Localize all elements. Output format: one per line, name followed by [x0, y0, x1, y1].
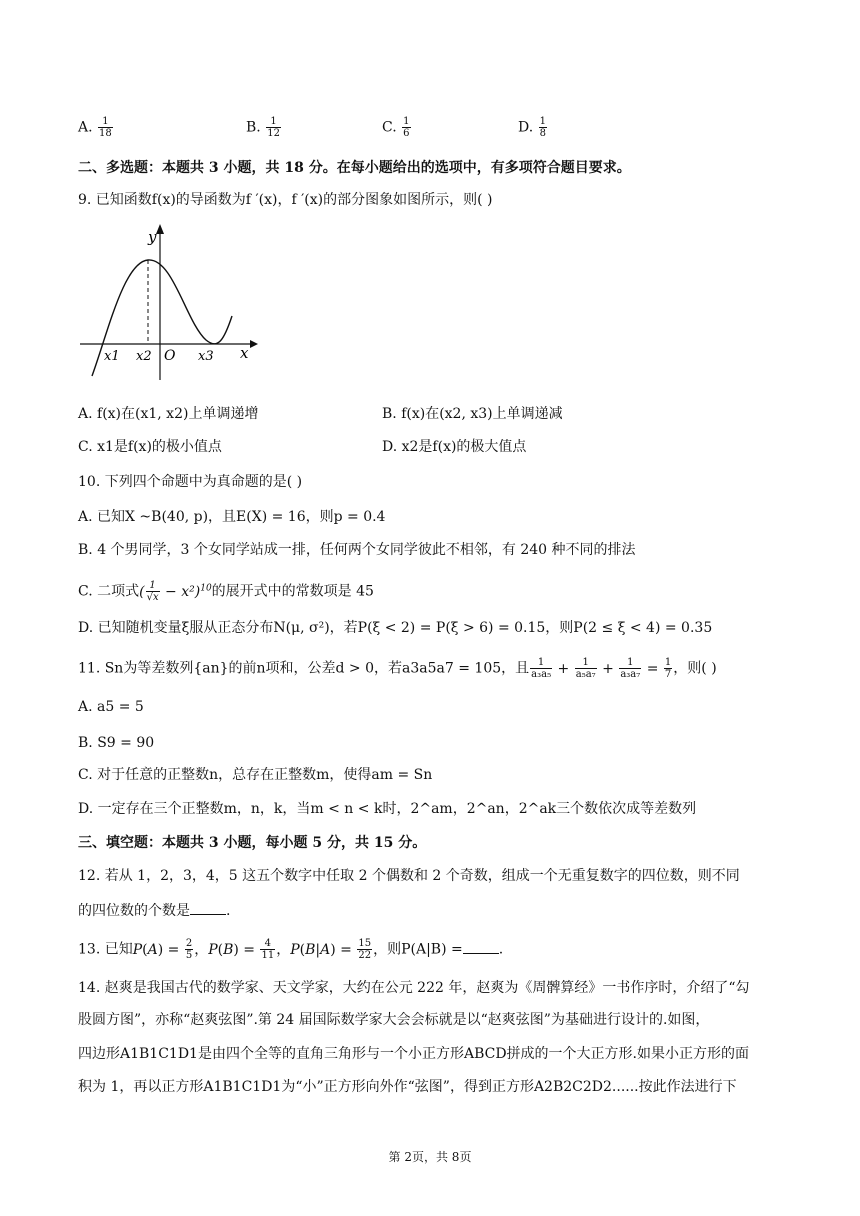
denominator: 18	[99, 128, 112, 139]
question-12-line-1: 12. 若从 1，2，3，4，5 这五个数字中任取 2 个偶数和 2 个奇数，组成一个无重复数字的四位数，则不同	[78, 868, 740, 884]
numerator: 1	[98, 116, 113, 128]
question-9-stem: 9. 已知函数f(x)的导函数为f ′(x)，f ′(x)的部分图象如图所示，则( )	[78, 192, 493, 208]
question-14-line-4: 积为 1，再以正方形A1B1C1D1为“小”正方形向外作“弦图”，得到正方形A2B2C2D2......按此作法进行下	[78, 1079, 737, 1095]
question-10-stem: 10. 下列四个命题中为真命题的是( )	[78, 474, 303, 490]
answer-blank	[190, 900, 226, 915]
answer-blank	[463, 939, 499, 954]
question-9-option-c: C. x1是f(x)的极小值点	[78, 439, 222, 455]
numerator: 1	[266, 116, 281, 128]
fraction	[539, 116, 547, 139]
numerator: 1	[403, 116, 410, 127]
question-11-option-c: C. 对于任意的正整数n，总存在正整数m，使得am = Sn	[78, 767, 433, 783]
question-9-option-b: B. f(x)在(x2, x3)上单调递减	[382, 406, 563, 422]
section-heading-fill-blank: 三、填空题：本题共 3 小题，每小题 5 分，共 15 分。	[78, 835, 427, 851]
option-label: B.	[246, 119, 261, 136]
stem-suffix: ，则( )	[673, 660, 717, 677]
prefix: 13. 已知	[78, 941, 133, 958]
denominator: 12	[267, 128, 280, 139]
question-10-option-d: D. 已知随机变量ξ服从正态分布N(μ, σ²)，若P(ξ < 2) = P(ξ > 6) = 0.15，则P(2 ≤ ξ < 4) = 0.35	[78, 620, 713, 636]
fraction	[402, 116, 410, 139]
binomial-expression: ( $\frac{1}{√x}$ − x²)$^{10}$	[139, 580, 212, 604]
question-9-option-a: A. f(x)在(x1, x2)上单调递增	[78, 406, 259, 422]
fraction	[266, 116, 281, 139]
question-9-option-d: D. x2是f(x)的极大值点	[382, 439, 527, 455]
origin-label: O	[164, 348, 176, 364]
y-axis-arrow	[156, 224, 164, 234]
question-11-option-a: A. a5 = 5	[78, 699, 144, 715]
question-10-option-b: B. 4 个男同学，3 个女同学站成一排，任何两个女同学彼此不相邻，有 240 种不同的排法	[78, 542, 636, 558]
q8-option-c	[382, 116, 412, 139]
line-text: 的四位数的个数是	[78, 903, 190, 919]
question-11-option-d: D. 一定存在三个正整数m，n，k，当m < n < k时，2^am，2^an，2^ak三个数依次成等差数列	[78, 801, 697, 817]
question-14-line-1: 14. 赵爽是我国古代的数学家、天文学家，大约在公元 222 年，赵爽为《周髀算经》一书作序时，介绍了“勾	[78, 980, 750, 996]
y-label: y	[148, 228, 157, 246]
question-10-option-c	[78, 578, 374, 603]
section-heading-multi-choice: 二、多选题：本题共 3 小题，共 18 分。在每小题给出的选项中，有多项符合题目要求。	[78, 160, 631, 176]
denominator: 6	[403, 128, 410, 139]
option-label: A.	[78, 119, 93, 136]
numerator: 1	[539, 116, 547, 127]
fraction-sum: $\frac{1}{\text{a₃a₅}}$ + $\frac{1}{\text{a₅a₇}}$ + $\frac{1}{\text{a₃a₇}}$ = $\frac{1}{7}$	[531, 657, 672, 680]
option-c-suffix: 的展开式中的常数项是 45	[211, 583, 374, 600]
tail: 则P(A|B) =	[387, 941, 463, 958]
question-10-option-a: A. 已知X ~B(40, p)，且E(X) = 16，则p = 0.4	[78, 509, 386, 525]
derivative-graph	[78, 222, 258, 382]
stem-prefix: 11. Sn为等差数列{an}的前n项和，公差d > 0，若a3a5a7 = 105，且	[78, 660, 530, 677]
x-axis-arrow	[250, 340, 258, 348]
option-label: C.	[382, 119, 397, 136]
option-label: D.	[518, 119, 534, 136]
x2-label: x2	[136, 349, 152, 364]
x1-label: x1	[104, 349, 120, 364]
question-11-stem	[78, 657, 717, 680]
fraction	[98, 116, 113, 139]
option-c-prefix: C. 二项式	[78, 583, 140, 600]
q8-option-a	[78, 116, 114, 139]
x3-label: x3	[198, 349, 214, 364]
page-footer: 第 2页，共 8页	[388, 1150, 472, 1164]
given-probabilities: P(A) = $\frac{2}{5}$ ，P(B) = $\frac{4}{11}$ ，P(B|A) = $\frac{15}{22}$ ，	[132, 938, 388, 961]
q8-option-b	[246, 116, 282, 139]
denominator: 8	[539, 128, 547, 139]
question-14-line-2: 股圆方图”，亦称“赵爽弦图”.第 24 届国际数学家大会会标就是以“赵爽弦图”为基础进行设计的.如图，	[78, 1012, 710, 1028]
q8-option-d	[518, 116, 548, 139]
question-11-option-b: B. S9 = 90	[78, 735, 155, 751]
question-14-line-3: 四边形A1B1C1D1是由四个全等的直角三角形与一个小正方形ABCD拼成的一个大正方形.如果小正方形的面	[78, 1046, 750, 1062]
question-13: 13. 已知P(A) = $\frac{2}{5}$ ，P(B) = $\frac{4}{11}$ ，P(B|A) = $\frac{15}{22}$ ，则P(A|B) = .	[78, 938, 504, 961]
x-label: x	[240, 344, 249, 362]
question-12-line-2: 的四位数的个数是 .	[78, 900, 230, 921]
